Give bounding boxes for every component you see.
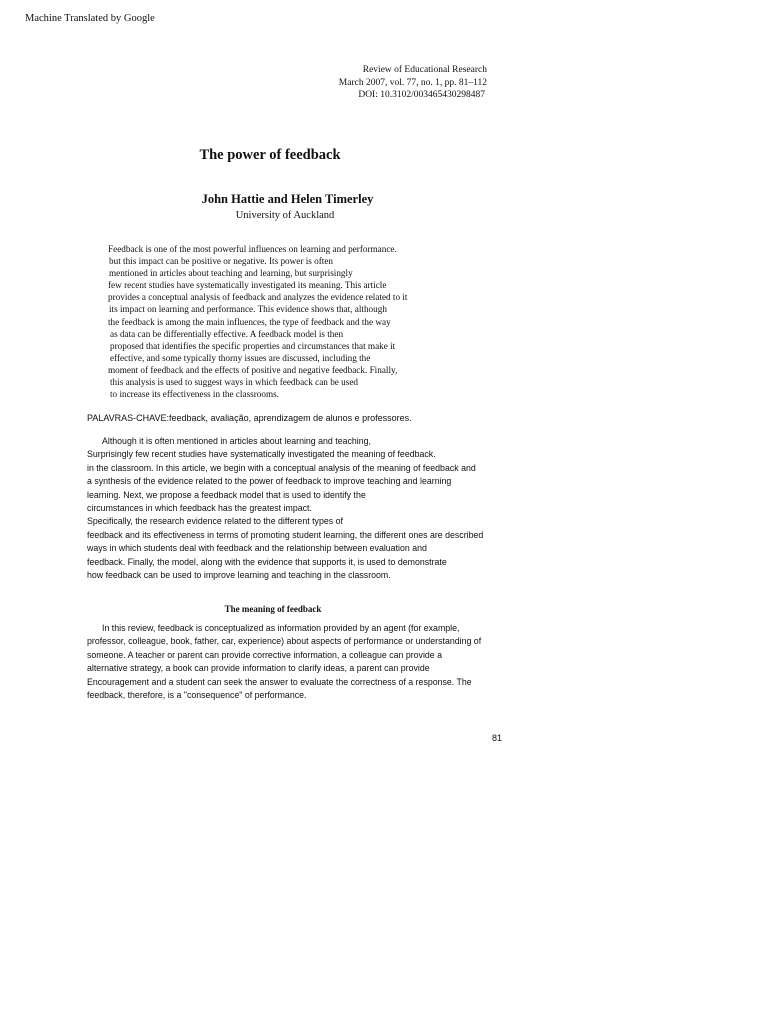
intro-line: feedback. Finally, the model, along with the evidence that supports it, is used to demonstrate (87, 556, 447, 567)
journal-name: Review of Educational Research (362, 65, 487, 75)
meaning-line: professor, colleague, book, father, car, experience) about aspects of performance or understanding of (87, 636, 482, 647)
intro-paragraph (87, 435, 483, 582)
journal-doi: DOI: 10.3102/003465430298487 (358, 90, 485, 100)
abstract (108, 243, 407, 400)
abstract-line: to increase its effectiveness in the classrooms. (110, 389, 279, 400)
abstract-line: but this impact can be positive or negative. Its power is often (109, 256, 334, 267)
abstract-line: as data can be differentially effective. A feedback model is then (110, 328, 344, 339)
abstract-line: Feedback is one of the most powerful influences on learning and performance. (108, 244, 397, 254)
abstract-line: proposed that identifies the specific properties and circumstances that make it (110, 340, 396, 351)
abstract-line: provides a conceptual analysis of feedback and analyzes the evidence related to it (108, 292, 408, 303)
abstract-line: few recent studies have systematically investigated its meaning. This article (108, 280, 387, 291)
intro-line: Surprisingly few recent studies have systematically investigated the meaning of feedback. (87, 449, 436, 460)
meaning-line: In this review, feedback is conceptualized as information provided by an agent (for example, (102, 623, 460, 633)
abstract-line: effective, and some typically thorny issues are discussed, including the (110, 352, 371, 363)
intro-line: a synthesis of the evidence related to the power of feedback to improve teaching and learning (87, 476, 452, 487)
intro-line: learning. Next, we propose a feedback model that is used to identify the (87, 489, 366, 500)
author-affiliation: University of Auckland (235, 210, 335, 221)
meaning-line: feedback, therefore, is a "consequence" of performance. (87, 690, 307, 701)
abstract-line: mentioned in articles about teaching and learning, but surprisingly (109, 268, 353, 279)
intro-line: circumstances in which feedback has the greatest impact. (87, 503, 312, 514)
abstract-line: the feedback is among the main influences, the type of feedback and the way (108, 316, 391, 327)
keywords: PALAVRAS-CHAVE:feedback, avaliação, aprendizagem de alunos e professores. (87, 413, 412, 423)
machine-translation-banner: Machine Translated by Google (25, 13, 155, 24)
intro-line: feedback and its effectiveness in terms of promoting student learning, the different ones are described (87, 529, 484, 540)
abstract-line: its impact on learning and performance. This evidence shows that, although (109, 304, 387, 315)
meaning-paragraph (87, 622, 481, 702)
intro-line: how feedback can be used to improve learning and teaching in the classroom. (87, 570, 391, 581)
meaning-line: Encouragement and a student can seek the answer to evaluate the correctness of a response. The (87, 676, 472, 687)
intro-line: Although it is often mentioned in articles about learning and teaching, (102, 436, 371, 446)
intro-line: in the classroom. In this article, we begin with a conceptual analysis of the meaning of feedback and (87, 462, 476, 473)
intro-line: Specifically, the research evidence related to the different types of (87, 516, 343, 527)
section-heading: The meaning of feedback (224, 604, 322, 614)
paper-title: The power of feedback (199, 147, 341, 163)
meaning-line: alternative strategy, a book can provide information to clarify ideas, a parent can provide (87, 663, 430, 674)
page-number: 81 (492, 733, 503, 743)
abstract-line: moment of feedback and the effects of positive and negative feedback. Finally, (108, 364, 398, 375)
meaning-line: someone. A teacher or parent can provide corrective information, a colleague can provide a (87, 649, 443, 660)
journal-issue: March 2007, vol. 77, no. 1, pp. 81–112 (338, 77, 487, 88)
abstract-line: this analysis is used to suggest ways in which feedback can be used (110, 377, 359, 388)
intro-line: ways in which students deal with feedback and the relationship between evaluation and (87, 543, 427, 554)
journal-citation (339, 64, 487, 102)
paper-authors: John Hattie and Helen Timerley (201, 192, 374, 206)
